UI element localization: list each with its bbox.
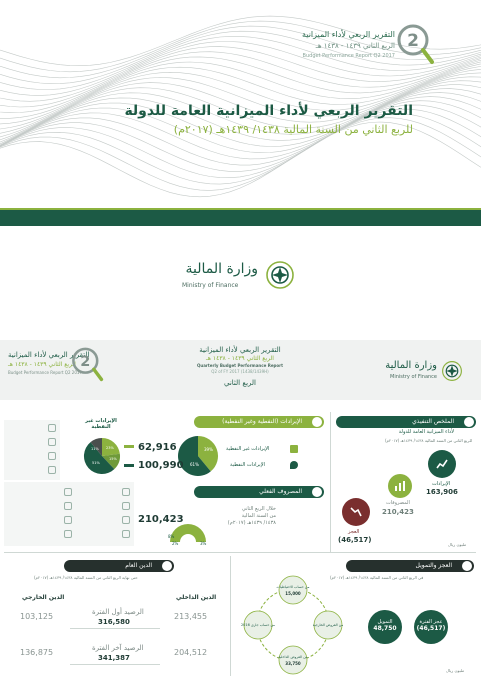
non-oil-value: 62,916 <box>138 442 177 453</box>
ministry-emblem-icon <box>439 358 465 384</box>
building-icon <box>48 452 56 460</box>
exp-pct-c: 3% <box>200 541 207 546</box>
financing-unit: مليون ريال <box>446 668 465 673</box>
revenues-value: 163,906 <box>426 488 458 496</box>
expenditure-header <box>194 486 324 498</box>
car-icon <box>64 516 72 524</box>
report-title: التقرير الربعي لأداء الميزانية <box>199 346 281 354</box>
revenues-label: الإيرادات <box>432 481 451 487</box>
cycle-node-domestic <box>279 646 307 674</box>
public-debt-note: حتى نهاية الربع الثاني من السنة المالية ١٤٣٨/ ١٤٣٩هـ (٢٠١٧م) <box>34 575 138 580</box>
opening-total: 316,580 <box>98 618 130 626</box>
money-icon <box>462 561 472 571</box>
revenues-panel <box>60 412 326 482</box>
debt-row-line-1 <box>70 628 160 629</box>
quarter-label: الربع الثاني <box>224 379 256 387</box>
expenditure-header-title: المصروف الفعلي <box>259 488 302 495</box>
revenues-header-title: الإيرادات (النفطية وغير النفطية) <box>222 418 302 425</box>
financing-label: التمويل <box>377 619 393 625</box>
breakdown-label-3: 51% <box>92 461 100 465</box>
cycle-value-1: 15,000 <box>285 591 301 596</box>
ministry-name-ar: وزارة المالية <box>185 261 258 277</box>
report-logo-title: التقرير الربعي لأداء الميزانية <box>8 351 90 359</box>
coins-icon <box>48 438 56 446</box>
public-debt-panel <box>4 556 226 678</box>
closing-balance-label: الرصيد آخر الفترة <box>92 644 144 652</box>
chart-down-icon <box>349 505 363 519</box>
revenues-header <box>194 416 324 428</box>
gift-icon <box>64 488 72 496</box>
breakdown-label-1: 23% <box>106 446 114 450</box>
cycle-label-2: من القروض الخارجية <box>312 623 344 627</box>
report-title-en: Quarterly Budget Performance Report <box>196 363 284 368</box>
executive-summary-title: الملخص التنفيذي <box>412 418 454 425</box>
closing-external: 136,875 <box>20 648 54 657</box>
period-deficit-bubble <box>414 610 448 644</box>
breakdown-label-2: 15% <box>109 457 117 461</box>
expenditure-label: المصروفات <box>386 500 410 506</box>
debt-chart-icon <box>162 561 172 571</box>
deficit-bubble <box>342 498 370 526</box>
oil-label: الإيرادات النفطية <box>230 462 265 468</box>
financing-bubble <box>368 610 402 644</box>
hand-icon <box>122 530 130 538</box>
bar-chart-icon <box>312 417 322 427</box>
report-page <box>0 340 481 680</box>
exp-pct-a: 8% <box>168 534 175 539</box>
executive-subheader: لأداء الميزانية العامة للدولة <box>398 429 454 435</box>
cover-report-logo <box>301 22 463 82</box>
closing-domestic: 204,512 <box>174 648 208 657</box>
ministry-emblem-icon <box>262 257 298 293</box>
period-deficit-value: (46,517) <box>416 625 446 632</box>
document-icon <box>464 417 474 427</box>
non-oil-icon <box>290 445 298 453</box>
ministry-logo <box>178 257 308 297</box>
people-icon <box>122 488 130 496</box>
expenditure-bubble <box>388 474 412 498</box>
cycle-label-4: من حساب جاري 2016 <box>240 623 276 627</box>
revenues-pie-chart <box>176 434 220 478</box>
report-logo-english: Budget Performance Report Q2 2017 <box>8 370 82 375</box>
opening-balance-label: الرصيد أول الفترة <box>92 608 144 616</box>
financing-header <box>346 560 474 572</box>
cover-logo-title: التقرير الربعي لأداء الميزانية <box>301 30 395 39</box>
expenditure-value: 210,423 <box>382 508 414 516</box>
period-deficit-label: عجز الفترة <box>419 619 443 625</box>
non-oil-breakdown-pie <box>82 436 122 476</box>
executive-note: للربع الثاني من السنة المالية ١٤٣٨/ ١٤٣٩هـ (٢٠١٧م) <box>385 438 472 443</box>
cart-icon <box>122 502 130 510</box>
wrench-icon <box>122 516 130 524</box>
revenue-categories-column <box>4 420 60 480</box>
svg-text:2: 2 <box>80 353 91 370</box>
oil-drop-icon <box>290 461 298 469</box>
tools-icon <box>64 530 72 538</box>
deficit-value: (46,517) <box>338 536 372 544</box>
expenditure-total: 210,423 <box>138 514 184 525</box>
q2-magnifier-icon <box>70 345 104 385</box>
cover-title-line1: التقرير الربعي لأداء الميزانية العامة للدولة <box>124 103 413 119</box>
oil-arrow-icon <box>124 464 134 467</box>
cycle-value-3: 33,750 <box>285 661 301 666</box>
revenues-bubble <box>428 450 456 478</box>
expenditure-note-2: من السنة المالية <box>241 513 276 519</box>
non-oil-label: الإيرادات غير النفطية <box>226 446 270 452</box>
breakdown-label-4: 11% <box>91 447 99 451</box>
financing-cycle <box>238 570 348 680</box>
shield-icon <box>64 502 72 510</box>
pie-label-non-oil: 39% <box>204 447 213 452</box>
executive-summary-panel <box>336 412 476 552</box>
financing-note: في الربع الثاني من السنة المالية ١٤٣٨/ ١٤٣٩هـ (٢٠١٧م) <box>330 575 424 580</box>
report-ministry-ar: وزارة المالية <box>385 360 437 371</box>
public-debt-title: الدين العام <box>125 562 152 569</box>
report-ministry-en: Ministry of Finance <box>390 374 437 380</box>
oil-value: 100,990 <box>138 460 184 471</box>
expenditure-note-1: خلال الربع الثاني <box>241 506 276 512</box>
report-header <box>0 340 481 400</box>
opening-domestic: 213,455 <box>174 612 208 621</box>
q2-magnifier-icon <box>395 22 435 68</box>
cycle-node-reserves <box>279 576 307 604</box>
cover-title-line2: للربع الثاني من السنة المالية ١٤٣٨/ ١٤٣٩هـ (٢٠١٧م) <box>173 123 413 136</box>
report-logo-quarter: الربع الثاني ١٤٣٩ - ١٤٣٨ هـ <box>8 361 76 368</box>
cycle-label-1: من حساب الاحتياطيات <box>276 585 310 589</box>
deficit-label: العجز <box>348 529 360 535</box>
executive-unit: مليون ريال <box>448 542 467 547</box>
horizontal-separator <box>4 552 476 553</box>
svg-text:2: 2 <box>407 31 419 51</box>
bank-icon <box>48 466 56 474</box>
expenditure-note-3: ١٤٣٨/ ١٤٣٩هـ (٢٠١٧م) <box>227 520 276 526</box>
vertical-separator-2 <box>230 556 231 676</box>
external-debt-label: الدين الخارجي <box>22 594 65 601</box>
executive-summary-header <box>336 416 476 428</box>
expenditure-arc <box>170 524 206 542</box>
opening-external: 103,125 <box>20 612 54 621</box>
report-ministry-logo <box>367 358 467 388</box>
chart-icon <box>312 487 322 497</box>
vertical-separator <box>330 412 331 552</box>
public-debt-header <box>64 560 174 572</box>
report-logo <box>4 343 124 393</box>
non-oil-arrow-icon <box>124 445 134 448</box>
financing-value: 48,750 <box>373 625 397 632</box>
report-center-title <box>180 346 300 387</box>
financing-title: العجز والتمويل <box>415 562 452 569</box>
closing-total: 341,387 <box>98 654 130 662</box>
domestic-debt-label: الدين الداخلي <box>176 594 217 601</box>
cover-title <box>113 102 413 138</box>
ministry-name-en: Ministry of Finance <box>182 282 239 289</box>
chart-bars-icon <box>394 480 406 492</box>
pie-label-oil: 61% <box>190 462 199 467</box>
cover-logo-quarter: الربع الثاني ١٤٣٩ - ١٤٣٨ هـ <box>315 42 395 50</box>
cover-logo-english: Budget Performance Report Q2 2017 <box>302 53 395 59</box>
non-oil-breakdown-title: الإيرادات غير النفطية <box>85 418 117 430</box>
report-quarter: الربع الثاني ١٤٣٩ - ١٤٣٨ هـ <box>206 355 274 362</box>
expenditure-categories-column <box>4 482 134 546</box>
cycle-label-3: من القروض الداخلية <box>278 655 308 659</box>
exp-pct-b: 2% <box>172 541 179 546</box>
percent-icon <box>48 424 56 432</box>
deficit-financing-panel <box>234 556 476 678</box>
chart-up-icon <box>435 457 449 471</box>
report-subtitle-en: Q2 of FY 2017 (1438/1439H) <box>211 369 269 374</box>
debt-row-line-2 <box>70 664 160 665</box>
